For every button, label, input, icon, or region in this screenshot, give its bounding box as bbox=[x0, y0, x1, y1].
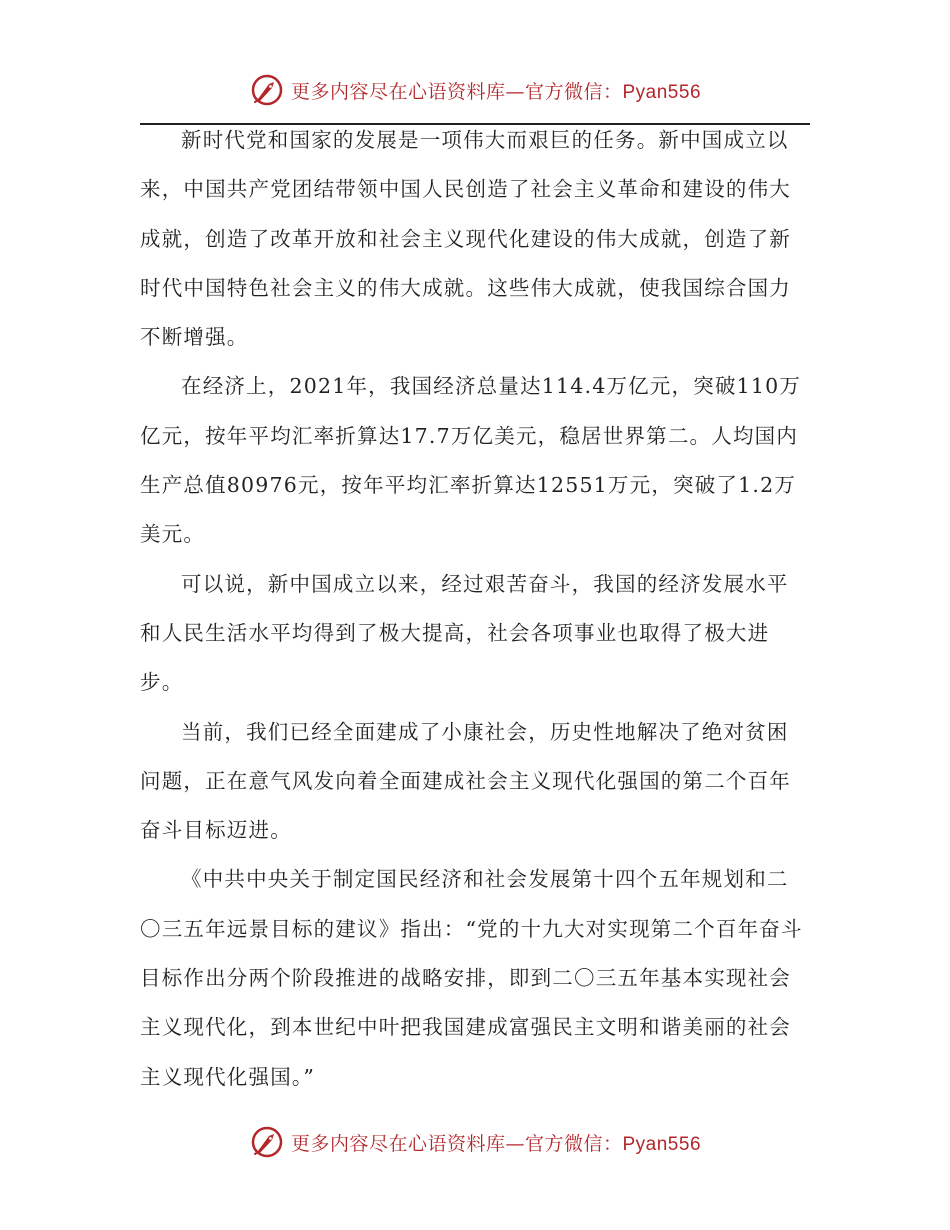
pen-nib-logo-icon bbox=[249, 72, 285, 108]
footer-banner bbox=[0, 1122, 950, 1162]
header-wechat-id: Pyan556 bbox=[622, 81, 702, 103]
header-separator: — bbox=[505, 80, 525, 103]
footer-wechat-id: Pyan556 bbox=[622, 1133, 702, 1155]
header-brand-text: 更多内容尽在心语资料库 bbox=[290, 80, 506, 103]
header-banner-text bbox=[291, 77, 701, 104]
paragraph-3: 可以说，新中国成立以来，经过艰苦奋斗，我国的经济发展水平和人民生活水平均得到了极大提高，社会各项事业也取得了极大进步。 bbox=[140, 571, 789, 695]
pen-nib-logo-icon bbox=[249, 1124, 285, 1160]
paragraph-1: 新时代党和国家的发展是一项伟大而艰巨的任务。新中国成立以来，中国共产党团结带领中国人民创造了社会主义革命和建设的伟大成就，创造了改革开放和社会主义现代化建设的伟大成就，创造了新时代中国特色社会主义的伟大成就。这些伟大成就，使我国综合国力不断增强。 bbox=[140, 128, 791, 350]
footer-banner-text bbox=[291, 1129, 701, 1156]
document-body bbox=[140, 116, 810, 1102]
footer-brand-text: 更多内容尽在心语资料库 bbox=[290, 1132, 506, 1155]
header-banner bbox=[0, 70, 950, 110]
footer-wechat-label: 官方微信： bbox=[524, 1132, 623, 1155]
header-wechat-label: 官方微信： bbox=[524, 80, 623, 103]
paragraph-2: 在经济上，2021年，我国经济总量达114.4万亿元，突破110万亿元，按年平均汇率折算达17.7万亿美元，稳居世界第二。人均国内生产总值80976元，按年平均汇率折算达12551万元，突破了1.2万美元。 bbox=[140, 374, 802, 547]
footer-separator: — bbox=[505, 1132, 525, 1155]
paragraph-4: 当前，我们已经全面建成了小康社会，历史性地解决了绝对贫困问题，正在意气风发向着全面建成社会主义现代化强国的第二个百年奋斗目标迈进。 bbox=[140, 719, 791, 843]
paragraph-5: 《中共中央关于制定国民经济和社会发展第十四个五年规划和二〇三五年远景目标的建议》指出：“党的十九大对实现第二个百年奋斗目标作出分两个阶段推进的战略安排，即到二〇三五年基本实现社会主义现代化，到本世纪中叶把我国建成富强民主文明和谐美丽的社会主义现代化强国。” bbox=[140, 867, 803, 1089]
